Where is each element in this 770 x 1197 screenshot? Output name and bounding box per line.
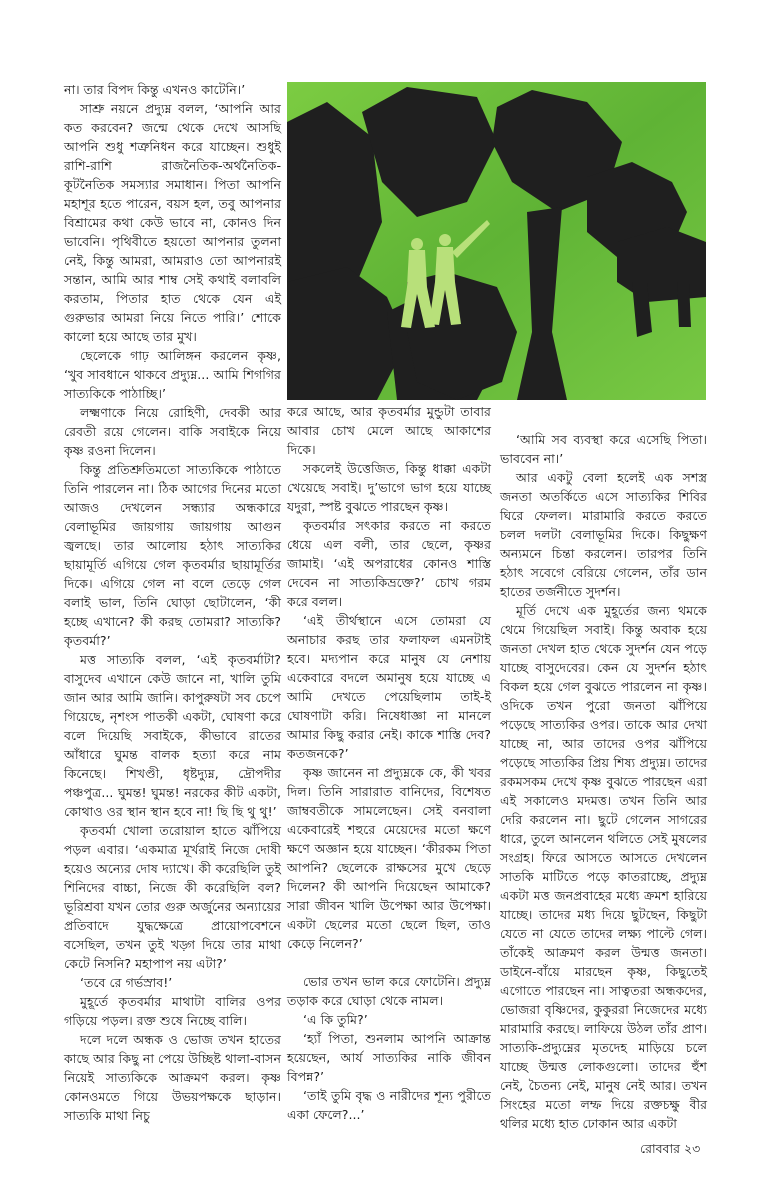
text-column-3 (500, 430, 707, 1133)
paragraph: ছেলেকে গাঢ় আলিঙ্গন করলেন কৃষ্ণ, ‘খুব সাবধানে থাকবে প্রদ্যুম্ন... আমি শিগগির সাত্যকিকে পাঠাচ্ছি।’ (64, 348, 281, 401)
paragraph: মূর্তি দেখে এক মুহূর্তের জন্য থমকে থেমে গিয়েছিল সবাই। কিন্তু অবাক হয়ে জনতা দেখল হাত থেকে সুদর্শন যেন পড়ে যাচ্ছে বাসুদেবের। কেন যে সুদর্শন হঠাৎ বিকল হয়ে গেল বুঝতে পারলেন না কৃষ্ণ। ওদিকে তখন পুরো জনতা ঝাঁপিয়ে পড়েছে সাত্যকির ওপর। তাকে আর দেখা যাচ্ছে না, আর তাদের ওপর ঝাঁপিয়ে পড়েছে সাত্যকির প্রিয় শিষ্য প্রদ্যুম্ন। তাদের রকমসকম দেখে কৃষ্ণ বুঝতে পারছেন এরা এই সকালেও মদমত্ত। তখন তিনি আর দেরি করলেন না। ছুটে গেলেন সাগরের ধারে, তুলে আনলেন থলিতে সেই মুষলের সংগ্রহ। ফিরে আসতে আসতে দেখলেন সাতকি মাটিতে পড়ে কাতরাচ্ছে, প্রদ্যুম্ন একটা মত্ত জনপ্রবাহের মধ্যে ক্রমশ হারিয়ে যাচ্ছে। তাদের মধ্য দিয়ে ছুটছেন, কিছুটা যেতে না যেতে তাদের লক্ষ্য পাল্টে গেল। তাঁকেই আক্রমণ করল উন্মত্ত জনতা। ডাইনে-বাঁয়ে মারছেন কৃষ্ণ, কিছুতেই এগোতে পারছেন না। সাত্বতরা অন্ধকদের, ভোজরা বৃষ্ণিদের, কুকুররা নিজেদের মধ্যে মারামারি করছে। লাফিয়ে উঠল তাঁর প্রাণ। সাত্যকি-প্রদ্যুম্নের মৃতদেহ মাড়িয়ে চলে যাচ্ছে উন্মত্ত লোকগুলো। তাদের হুঁশ নেই, চৈতন্য নেই, মানুষ নেই আর। তখন সিংহের মতো লম্ফ দিয়ে রক্তচক্ষু বীর থলির মধ্যে হাত ঢোকান আর একটা (500, 603, 707, 1131)
paragraph: কিন্তু প্রতিশ্রুতিমতো সাত্যকিকে পাঠাতে তিনি পারলেন না। ঠিক আগের দিনের মতো আজও দেখলেন সন্ধ্যার অন্ধকারে বেলাভূমির জায়গায় জায়গায় আগুন জ্বলছে। তার আলোয় হঠাৎ সাত্যকির ছায়ামূর্তি এগিয়ে গেল কৃতবর্মার ছায়ামূর্তির দিকে। এগিয়ে গেল না বলে তেড়ে গেল বলাই ভাল, তিনি ঘোড়া ছোটালেন, ‘কী হচ্ছে এখানে? কী করছ তোমরা? সাত্যকি? কৃতবর্মা?’ (64, 462, 281, 648)
page-footer: রোববার ২৩ (640, 1141, 701, 1156)
paragraph: কৃষ্ণ জানেন না প্রদ্যুম্নকে কে, কী খবর দিল। তিনি সারারাত বানিদের, বিশেষত জাম্ববতীকে সামলেছেন। সেই বনবালা একেবারেই শহুরে মেয়েদের মতো ক্ষণে ক্ষণে অজ্ঞান হয়ে যাচ্ছেন। ‘কীরকম পিতা আপনি? ছেলেকে রাক্ষসের মুখে ছেড়ে দিলেন? কী আপনি দিয়েছেন আমাকে? সারা জীবন খালি উপেক্ষা আর উপেক্ষা। একটা ছেলের মতো ছেলে ছিল, তাও কেড়ে নিলেন?’ (287, 765, 491, 951)
paragraph: কৃতবর্মার সৎকার করতে না করতে ধেয়ে এল বলী, তার ছেলে, কৃষ্ণর জামাই। ‘এই অপরাধের কোনও শাস্তি দেবেন না সাত্যকিভ্রক্তে?’ চোখ গরম করে বলল। (287, 518, 491, 609)
paragraph: লক্ষ্মণাকে নিয়ে রোহিণী, দেবকী আর রেবতী রয়ে গেলেন। বাকি সবাইকে নিয়ে কৃষ্ণ রওনা দিলেন। (64, 405, 281, 458)
paragraph: ‘এই তীর্থস্থানে এসে তোমরা যে অনাচার করছ তার ফলাফল এমনটাই হবে। মদ্যপান করে মানুষ যে নেশায় একেবারে বদলে অমানুষ হয়ে যাচ্ছে এ আমি দেখতে পেয়েছিলাম তাই-ই ঘোষণাটা করি। নিষেধাজ্ঞা না মানলে আমার কিছু করার নেই। কাকে শাস্তি দেব? কতজনকে?’ (287, 613, 491, 761)
paragraph: ‘তবে রে গর্ভস্রাব!’ (80, 975, 173, 990)
story-illustration (287, 82, 706, 400)
paragraph: মত্ত সাত্যকি বলল, ‘এই কৃতবর্মাটা? বাসুদেব এখানে কেউ জানে না, খালি তুমি জান আর আমি জানি। কাপুরুষটা সব চেপে গিয়েছে, নৃশংস পাতকী একটা, ঘোষণা করে বলে দিয়েছি সবাইকে, কীভাবে রাতের আঁধারে ঘুমন্ত বালক হত্যা করে নাম কিনেছে। শিখণ্ডী, ধৃষ্টদ্যুম্ন, দ্রৌপদীর পঞ্চপুত্র... ঘুমন্ত! ঘুমন্ত! নরকের কীট একটা, কোথাও ওর স্থান স্থান হবে না! ছি ছি থু থু!’ (64, 652, 281, 819)
paragraph: সাশ্রু নয়নে প্রদ্যুম্ন বলল, ‘আপনি আর কত করবেন? জন্মে থেকে দেখে আসছি আপনি শুধু শত্রুনিধন করে যাচ্ছেন। শুধুই রাশি-রাশি রাজনৈতিক-অর্থনৈতিক-কূটনৈতিক সমস্যার সমাধান। পিতা আপনি মহাশূর হতে পারেন, বয়স হল, তবু আপনার বিশ্রামের কথা কেউ ভাবে না, কোনও দিন ভাবেনি। পৃথিবীতে হয়তো আপনার তুলনা নেই, কিন্তু আমরা, আমরাও তো আপনারই সন্তান, আমি আর শাম্ব সেই কথাই বলাবলি করতাম, পিতার হাত থেকে যেন এই গুরুভার আমরা নিয়ে নিতে পারি।’ শোকে কালো হয়ে আছে তার মুখ। (64, 101, 281, 344)
paragraph: মুহূর্তে কৃতবর্মার মাথাটা বালির ওপর গড়িয়ে পড়ল। রক্ত শুষে নিচ্ছে বালি। (64, 994, 281, 1028)
shadow-forest-illustration (287, 82, 706, 400)
paragraph: সকলেই উত্তেজিত, কিন্তু ধাক্কা একটা খেয়েছে সবাই। দু’ভাগে ভাগ হয়ে যাচ্ছে যদুরা, স্পষ্ট বুঝতে পারছেন কৃষ্ণ। (287, 461, 491, 514)
text-column-2 (287, 402, 491, 1124)
paragraph: কৃতবর্মা খোলা তরোয়াল হাতে ঝাঁপিয়ে পড়ল এবার। ‘একমাত্র মূর্খরাই নিজে দোষী হয়েও অন্যের দোষ দ্যাখে। কী করেছিলি তুই শিনিদের বাচ্চা, নিজে কী করেছিলি বল? ভূরিশ্রবা যখন তোর গুরু অর্জুনের অন্যায়ের প্রতিবাদে যুদ্ধক্ষেত্রে প্রায়োপবেশনে বসেছিল, তখন তুই খড়্গ দিয়ে তার মাথা কেটে নিসনি? মহাপাপ নয় এটা?’ (64, 823, 281, 971)
paragraph: করে আছে, আর কৃতবর্মার মুন্ডুটা তাবার আবার চোখ মেলে আছে আকাশের দিকে। (287, 404, 491, 457)
paragraph: ‘তাই তুমি বৃদ্ধ ও নারীদের শূন্য পুরীতে একা ফেলে?...’ (287, 1088, 491, 1122)
paragraph: ভোর তখন ভাল করে ফোটেনি। প্রদ্যুম্ন তড়াক করে ঘোড়া থেকে নামল। (287, 974, 491, 1008)
text-column-1 (64, 80, 281, 1125)
paragraph: দলে দলে অন্ধক ও ভোজ তখন হাতের কাছে আর কিছু না পেয়ে উচ্ছিষ্ট থালা-বাসন নিয়েই সাত্যকিকে আক্রমণ করল। কৃষ্ণ কোনওমতে গিয়ে উভয়পক্ষকে ছাড়ান। সাত্যকি মাথা নিচু (64, 1032, 281, 1123)
paragraph: ‘আমি সব ব্যবস্থা করে এসেছি পিতা। ভাববেন না।’ (500, 432, 707, 466)
paragraph: আর একটু বেলা হলেই এক সশস্ত্র জনতা অতর্কিতে এসে সাত্যকির শিবির ঘিরে ফেলল। মারামারি করতে করতে চলল দলটা বেলাভূমির দিকে। কিছুক্ষণ অন্যমনে চিন্তা করলেন। তারপর তিনি হঠাৎ সবেগে বেরিয়ে গেলেন, তাঁর ডান হাতের তর্জনীতে সুদর্শন। (500, 470, 707, 599)
paragraph: ‘এ কি তুমি?’ (303, 1012, 368, 1027)
paragraph: না। তার বিপদ কিন্তু এখনও কাটেনি।’ (64, 82, 246, 97)
paragraph: ‘হ্যাঁ পিতা, শুনলাম আপনি আক্রান্ত হয়েছেন, আর্য সাত্যকির নাকি জীবন বিপন্ন?’ (287, 1031, 491, 1084)
